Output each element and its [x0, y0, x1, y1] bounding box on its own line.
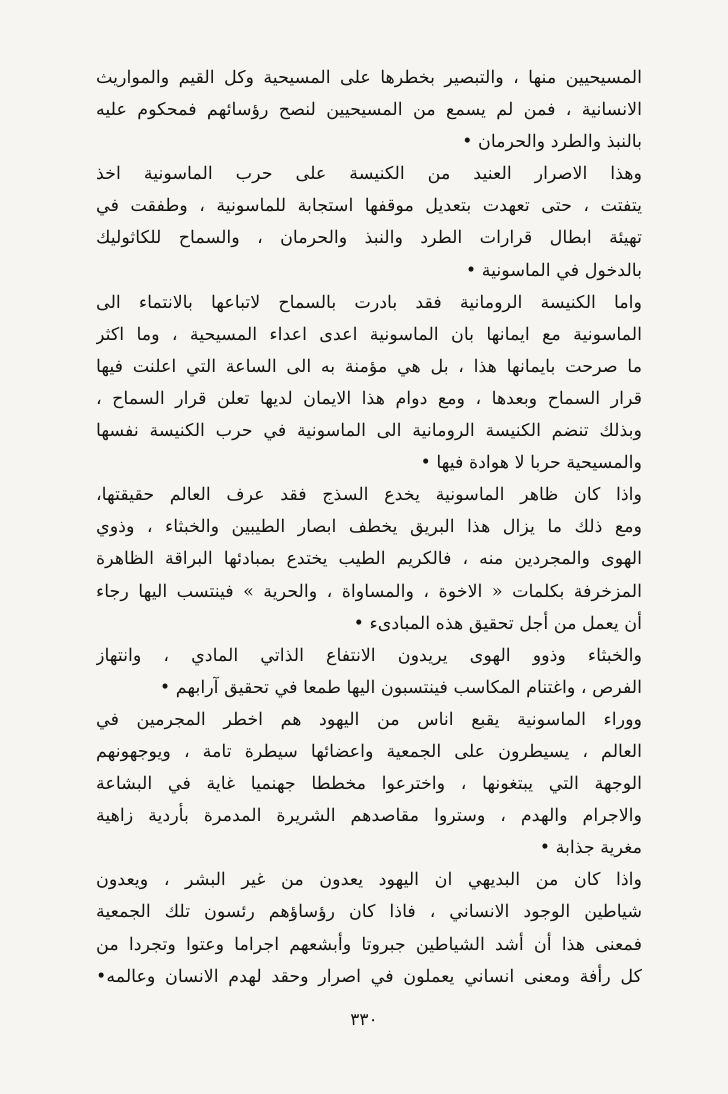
text-line: واما الكنيسة الرومانية فقد بادرت بالسماح لاتباعها بالانتماء الى — [96, 292, 642, 313]
page-number: ٣٣٠ — [350, 1010, 378, 1030]
text-line: المزخرفة بكلمات « الاخوة ، والمساواة ، والحرية » فينتسب اليها رجاء — [96, 581, 642, 602]
body-text — [96, 62, 642, 993]
text-line: قرار السماح وبعدها ، ومع دوام هذا الايمان لديها تعلن قرار السماح ، — [96, 388, 642, 409]
text-line: المسيحيين منها ، والتبصير بخطرها على المسيحية وكل القيم والمواريث — [96, 68, 642, 88]
text-line: ومع ذلك ما يزال هذا البريق يخطف ابصار الطيبين والخبثاء ، وذوي — [96, 517, 642, 538]
text-line: بالنبذ والطرد والحرمان • — [462, 132, 642, 153]
text-line: والخبثاء وذوو الهوى يريدون الانتفاع الذاتي المادي ، وانتهاز — [96, 645, 642, 666]
text-line: الهوى والمجردين منه ، فالكريم الطيب يختدع بمبادئها البراقة الظاهرة — [96, 549, 642, 570]
text-line: تهيئة ابطال قرارات الطرد والنبذ والحرمان ، والسماح للكاثوليك — [96, 228, 642, 249]
text-line: الماسونية مع ايمانها بان الماسونية اعدى اعداء المسيحية ، وما اكثر — [96, 324, 642, 345]
text-line: والاجرام والهدم ، وستروا مقاصدهم الشريرة المدمرة بأردية زاهية — [96, 806, 642, 827]
text-line: شياطين الوجود الانساني ، فاذا كان رؤساؤهم رئسون تلك الجمعية — [96, 902, 642, 923]
text-line: الفرص ، واغتنام المكاسب فينتسبون اليها طمعا في تحقيق آرابهم • — [159, 677, 642, 698]
text-line: يتفتت ، حتى تعهدت بتعديل موقفها استجابة للماسونية ، وطفقت في — [96, 196, 642, 217]
text-line: واذا كان ظاهر الماسونية يخدع السذج فقد عرف العالم حقيقتها، — [96, 485, 642, 506]
text-line: ما صرحت بايمانها هذا ، بل هي مؤمنة به الى الساعة التي اعلنت فيها — [96, 356, 642, 377]
text-line: واذا كان من البديهي ان اليهود يعدون من غير البشر ، ويعدون — [96, 870, 642, 891]
text-line: بالدخول في الماسونية • — [465, 260, 642, 281]
text-line: ووراء الماسونية يقبع اناس من اليهود هم اخطر المجرمين في — [96, 709, 642, 730]
text-line: والمسيحية حربا لا هوادة فيها • — [420, 453, 642, 474]
text-line: وبذلك تنضم الكنيسة الرومانية الى الماسونية في حرب الكنيسة نفسها — [96, 421, 642, 442]
text-line: الوجهة التي يبتغونها ، واخترعوا مخططا جهنميا غاية في البشاعة — [96, 774, 642, 795]
text-line: أن يعمل من أجل تحقيق هذه المبادىء • — [353, 613, 642, 634]
text-line: كل رأفة ومعنى انساني يعملون في اصرار وحقد لهدم الانسان وعالمه• — [96, 966, 642, 987]
text-line: وهذا الاصرار العنيد من الكنيسة على حرب الماسونية اخذ — [96, 164, 642, 185]
text-line: فمعنى هذا أن أشد الشياطين جبروتا وأبشعهم اجراما وعتوا وتجردا من — [96, 934, 642, 955]
text-line: الانسانية ، فمن لم يسمع من المسيحيين لنصح رؤسائهم فمحكوم عليه — [96, 100, 642, 121]
text-line: العالم ، يسيطرون على الجمعية واعضائها سيطرة تامة ، ويوجهونهم — [96, 741, 642, 762]
text-line: مغرية جذابة • — [539, 838, 642, 859]
